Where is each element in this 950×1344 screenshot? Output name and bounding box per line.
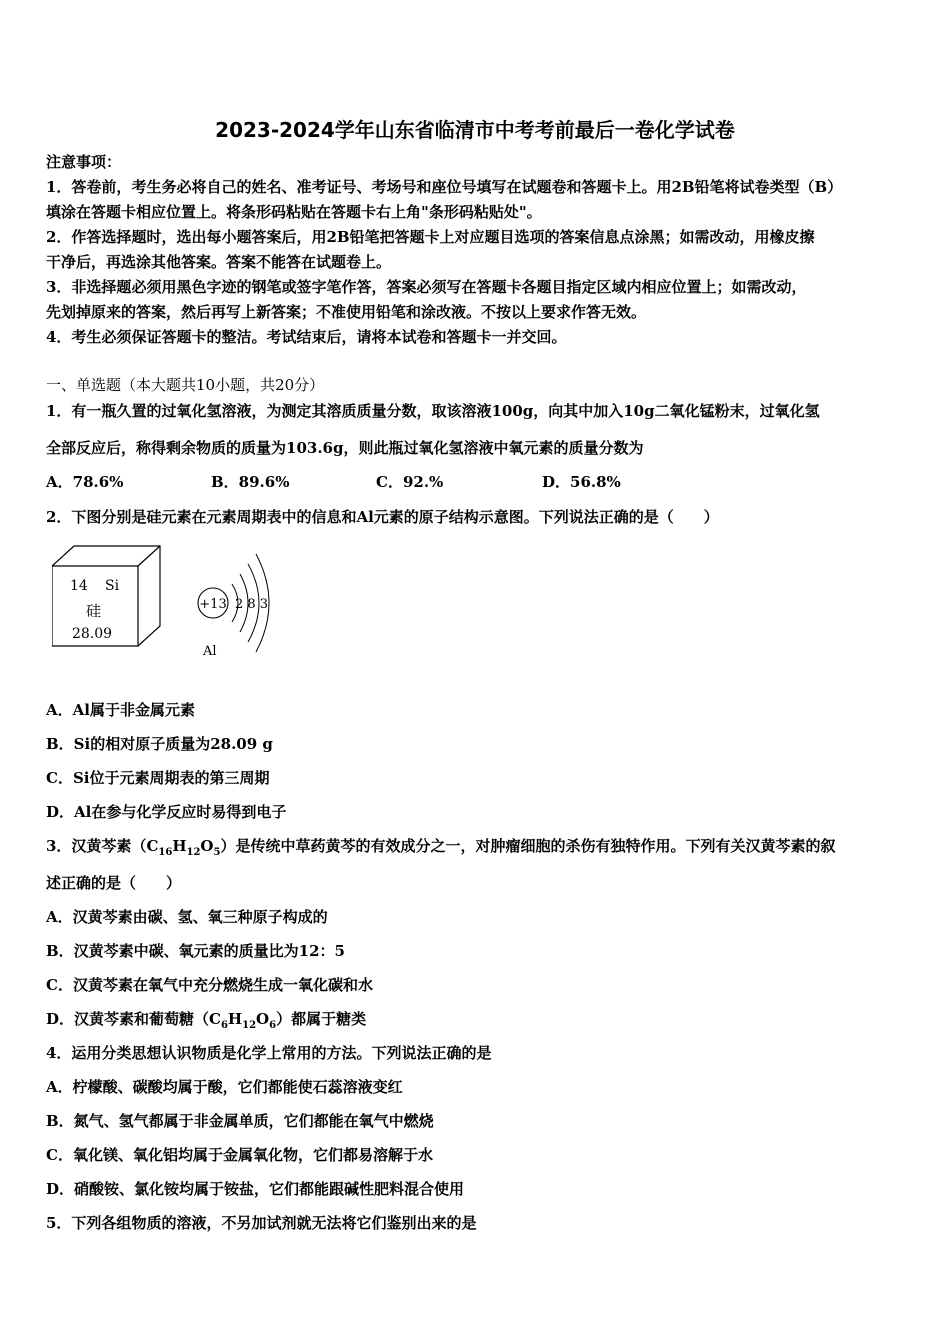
- element-name: 硅: [86, 602, 102, 620]
- q3-stem: [46, 836, 835, 863]
- q2-option-b: B．Si的相对原子质量为28.09 g: [46, 735, 273, 753]
- notice-heading: 注意事项：: [46, 153, 122, 171]
- notice-line: 4．考生必须保证答题卡的整洁。考试结束后，请将本试卷和答题卡一并交回。: [46, 328, 567, 346]
- q3-option-d: [46, 1009, 366, 1036]
- formula-sub: 12: [242, 1020, 257, 1031]
- q5-stem: 5．下列各组物质的溶液，不另加试剂就无法将它们鉴别出来的是: [46, 1214, 477, 1232]
- nucleus-charge: +13: [199, 597, 227, 612]
- q4-option-c: C．氧化镁、氧化铝均属于金属氧化物，它们都易溶解于水: [46, 1146, 433, 1164]
- electron-shells: 2 8 3: [235, 597, 269, 612]
- notice-line: 2．作答选择题时，选出每小题答案后，用2B铅笔把答题卡上对应题目选项的答案信息点涂黑；如需改动，用橡皮擦: [46, 228, 815, 246]
- q3-stem-part: ）是传统中草药黄芩的有效成分之一，对肿瘤细胞的杀伤有独特作用。下列有关汉黄芩素的叙: [220, 837, 836, 855]
- formula-sub: 12: [186, 847, 201, 858]
- q2-option-c: C．Si位于元素周期表的第三周期: [46, 769, 270, 787]
- q3-option-a: A．汉黄芩素由碳、氢、氧三种原子构成的: [46, 908, 328, 926]
- q3-stem-cont: 述正确的是（ ）: [46, 874, 182, 892]
- q3-option-d-part: ）都属于糖类: [276, 1010, 367, 1028]
- formula-sub: 16: [158, 847, 173, 858]
- atom-label: Al: [203, 644, 217, 659]
- notice-line: 干净后，再选涂其他答案。答案不能答在试题卷上。: [46, 253, 392, 271]
- q4-stem: 4．运用分类思想认识物质是化学上常用的方法。下列说法正确的是: [46, 1044, 492, 1062]
- q2-option-a: A．Al属于非金属元素: [46, 701, 195, 719]
- notice-line: 填涂在答题卡相应位置上。将条形码粘贴在答题卡右上角"条形码粘贴处"。: [46, 203, 542, 221]
- q1-option-b: B．89.6%: [211, 473, 290, 491]
- q4-option-a: A．柠檬酸、碳酸均属于酸，它们都能使石蕊溶液变红: [46, 1078, 403, 1096]
- q2-option-d: D．Al在参与化学反应时易得到电子: [46, 803, 287, 821]
- element-mass: 28.09: [72, 626, 113, 642]
- notice-line: 3．非选择题必须用黑色字迹的钢笔或签字笔作答，答案必须写在答题卡各题目指定区域内相应位置上；如需改动，: [46, 278, 807, 296]
- formula-element: O: [200, 837, 214, 855]
- q4-option-b: B．氮气、氢气都属于非金属单质，它们都能在氧气中燃烧: [46, 1112, 434, 1130]
- q3-stem-part: 3．汉黄芩素（C: [46, 837, 159, 855]
- element-symbol: Si: [105, 578, 120, 594]
- formula-sub: 6: [269, 1020, 277, 1031]
- q3-option-c: C．汉黄芩素在氧气中充分燃烧生成一氧化碳和水: [46, 976, 373, 994]
- notice-line: 先划掉原来的答案，然后再写上新答案；不准使用铅笔和涂改液。不按以上要求作答无效。: [46, 303, 647, 321]
- formula-element: H: [172, 837, 187, 855]
- q1-option-c: C．92.%: [376, 473, 444, 491]
- formula-element: H: [227, 1010, 243, 1028]
- q1-option-d: D．56.8%: [542, 473, 621, 491]
- page-title: 2023-2024学年山东省临清市中考考前最后一卷化学试卷: [215, 118, 735, 142]
- q2-stem: 2．下图分别是硅元素在元素周期表中的信息和Al元素的原子结构示意图。下列说法正确的是（ ）: [46, 508, 719, 526]
- q3-option-b: B．汉黄芩素中碳、氧元素的质量比为12：5: [46, 942, 345, 960]
- q1-stem-cont: 全部反应后，称得剩余物质的质量为103.6g，则此瓶过氧化氢溶液中氧元素的质量分数为: [46, 439, 644, 457]
- formula-sub: 5: [213, 847, 221, 858]
- q1-stem: 1．有一瓶久置的过氧化氢溶液，为测定其溶质质量分数，取该溶液100g，向其中加入10g二氧化锰粉末，过氧化氢: [46, 402, 820, 420]
- q1-option-a: A．78.6%: [46, 473, 124, 491]
- section-heading: 一、单选题（本大题共10小题，共20分）: [46, 376, 325, 394]
- formula-sub: 6: [220, 1020, 228, 1031]
- q4-option-d: D．硝酸铵、氯化铵均属于铵盐，它们都能跟碱性肥料混合使用: [46, 1180, 465, 1198]
- notice-line: 1．答卷前，考生务必将自己的姓名、准考证号、考场号和座位号填写在试题卷和答题卡上。用2B铅笔将试卷类型（B）: [46, 178, 843, 196]
- formula-element: O: [256, 1010, 270, 1028]
- element-number: 14: [70, 578, 88, 594]
- q3-option-d-part: D．汉黄芩素和葡萄糖（C: [46, 1010, 221, 1028]
- atom-structure-figure: [198, 554, 269, 659]
- q2-figure: [52, 544, 292, 664]
